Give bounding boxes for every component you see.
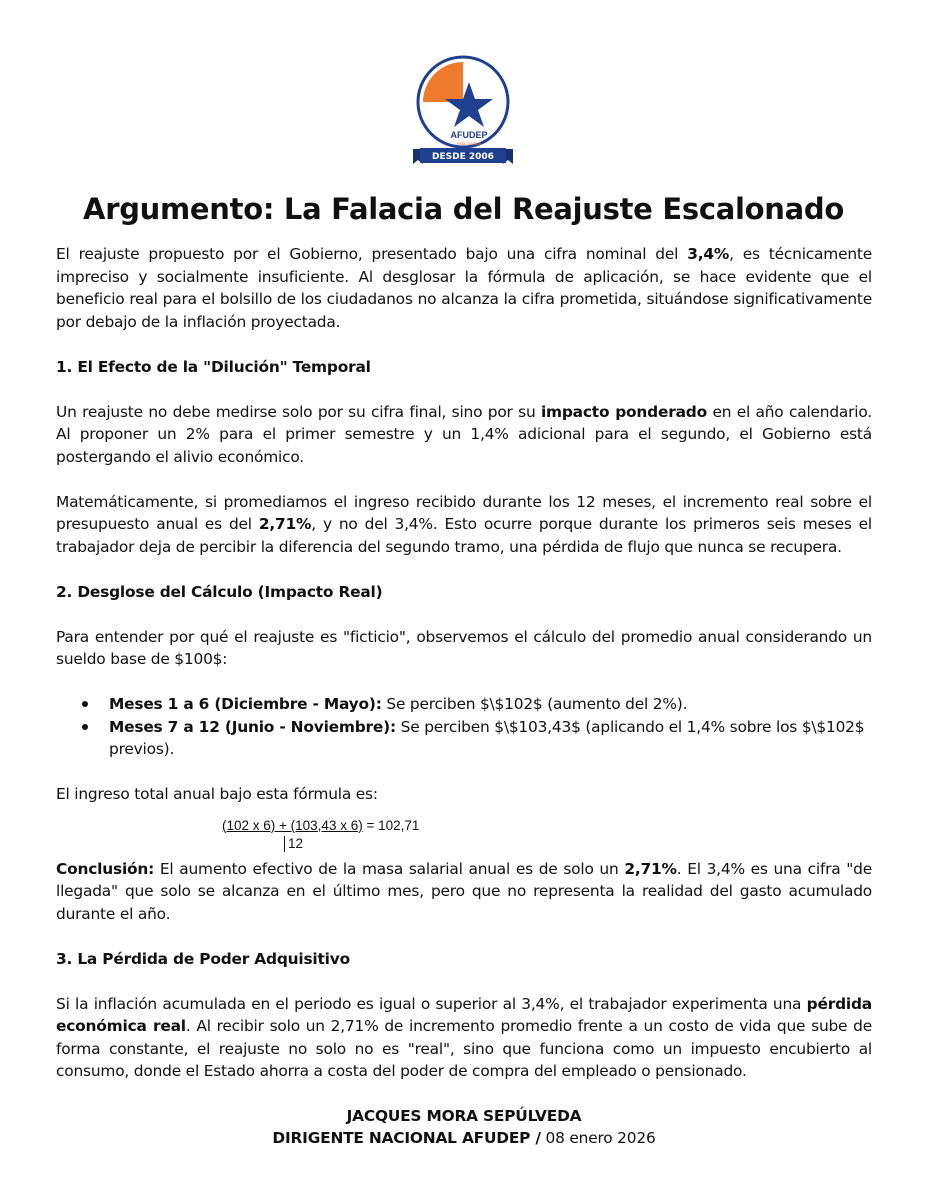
section2-paragraph-2: El ingreso total anual bajo esta fórmula es: bbox=[56, 785, 378, 803]
section1-paragraph-2 bbox=[56, 491, 872, 559]
conclusion-paragraph bbox=[56, 858, 872, 926]
formula-result: = 102,71 bbox=[362, 817, 420, 833]
signature-role: DIRIGENTE NACIONAL AFUDEP / bbox=[272, 1128, 541, 1147]
page-title: Argumento: La Falacia del Reajuste Escalonado bbox=[83, 192, 844, 226]
list-item-text: Se perciben $\$102$ (aumento del 2%). bbox=[381, 695, 688, 713]
s3p1-text-2: . Al recibir solo un 2,71% de incremento promedio frente a un costo de vida que sube de forma constante, el reajuste no solo no es "real", sino que funciona como un impuesto encubierto al consumo, donde el Estado ahorra a costa del poder de compra del empleado o pensionado. bbox=[56, 1017, 872, 1080]
conclusion-bold-2: 2,71% bbox=[624, 859, 677, 878]
conclusion-text-2: . El 3,4% es una cifra "de llegada" que solo se alcanza en el último mes, pero que no representa la realidad del gasto acumulado durante el año. bbox=[56, 859, 873, 923]
signature-name: JACQUES MORA SEPÚLVEDA bbox=[346, 1106, 582, 1125]
document-body bbox=[56, 243, 872, 1149]
s3p1-bold-1: pérdida económica real bbox=[56, 994, 872, 1035]
section2-heading: 2. Desglose del Cálculo (Impacto Real) bbox=[56, 582, 383, 601]
s1p2-bold-1: 2,71% bbox=[258, 515, 312, 533]
logo-subtext: está contigo bbox=[456, 141, 482, 146]
s3p1-text-1: Si la inflación acumulada en el periodo es igual o superior al 3,4%, el trabajador experimenta una bbox=[56, 994, 807, 1013]
months-list bbox=[56, 693, 872, 761]
calculation-formula bbox=[222, 818, 872, 858]
s1p1-bold-1: impacto ponderado bbox=[540, 402, 708, 421]
section1-heading: 1. El Efecto de la "Dilución" Temporal bbox=[56, 357, 371, 376]
intro-paragraph bbox=[56, 243, 872, 333]
s1p1-text-1: Un reajuste no debe medirse solo por su cifra final, sino por su bbox=[56, 402, 541, 421]
signature-block bbox=[56, 1105, 872, 1149]
conclusion-label: Conclusión: bbox=[56, 859, 155, 878]
list-item bbox=[109, 693, 872, 716]
intro-text-2: , es técnicamente impreciso y socialmente insuficiente. Al desglosar la fórmula de aplicación, se hace evidente que el beneficio real para el bolsillo de los ciudadanos no alcanza la cifra prometida, situándose significativamente por debajo de la inflación proyectada. bbox=[56, 245, 872, 331]
section2-paragraph-1: Para entender por qué el reajuste es "ficticio", observemos el cálculo del promedio anual considerando un sueldo base de $100$: bbox=[56, 627, 872, 668]
list-item-bold: Meses 1 a 6 (Diciembre - Mayo): bbox=[109, 695, 382, 713]
signature-line bbox=[56, 1127, 872, 1149]
conclusion-text-1: El aumento efectivo de la masa salarial anual es de solo un bbox=[154, 859, 625, 878]
s1p2-text-1: Matemáticamente, si promediamos el ingreso recibido durante los 12 meses, el incremento real sobre el presupuesto anual es del bbox=[56, 492, 872, 533]
logo-banner: DESDE 2006 bbox=[432, 152, 494, 162]
list-item-bold: Meses 7 a 12 (Junio - Noviembre): bbox=[109, 717, 396, 736]
section1-paragraph-1 bbox=[56, 401, 872, 469]
logo-text: AFUDEP bbox=[450, 130, 488, 140]
section3-paragraph-1 bbox=[56, 993, 872, 1083]
section3-heading: 3. La Pérdida de Poder Adquisitivo bbox=[56, 949, 350, 968]
s1p2-text-2: , y no del 3,4%. Esto ocurre porque durante los primeros seis meses el trabajador deja de percibir la diferencia del segundo tramo, una pérdida de flujo que nunca se recupera. bbox=[56, 515, 872, 556]
formula-numerator: (102 x 6) + (103,43 x 6) bbox=[222, 817, 363, 833]
list-item-text: Se perciben $\$103,43$ (aplicando el 1,4% sobre los $\$102$ previos). bbox=[109, 717, 865, 758]
formula-denominator: 12 bbox=[284, 836, 303, 852]
afudep-logo-icon bbox=[411, 52, 515, 168]
intro-text-1: El reajuste propuesto por el Gobierno, presentado bajo una cifra nominal del bbox=[56, 245, 688, 263]
s1p1-text-2: en el año calendario. Al proponer un 2% para el primer semestre y un 1,4% adicional para el segundo, el Gobierno está postergando el alivio económico. bbox=[56, 402, 872, 466]
signature-date: 08 enero 2026 bbox=[540, 1128, 656, 1147]
list-item bbox=[109, 716, 872, 761]
intro-bold-1: 3,4% bbox=[687, 245, 730, 263]
